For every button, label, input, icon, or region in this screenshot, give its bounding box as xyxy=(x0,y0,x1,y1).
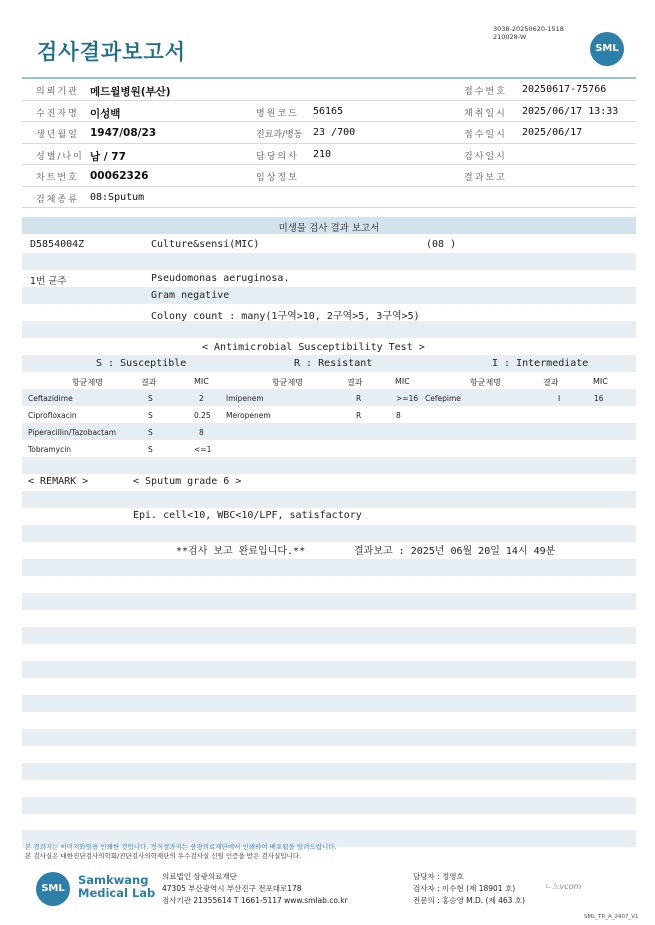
org-name: 의료법인 삼광의료재단 xyxy=(162,872,237,881)
footer-note-image: 본 결과지는 이미지화일을 인쇄한 것입니다. 정식결과지는 삼광의료재단에서 인쇄하여 배포됨을 알려드립니다. xyxy=(25,843,337,851)
footer-note-accreditation: 본 검사실은 대한진단검사의학회/진단검사의학재단의 우수검사실 신임 인증을 받은 검사실입니다. xyxy=(25,852,302,860)
org-info xyxy=(162,871,348,907)
col-result-header: 결과 xyxy=(141,378,157,387)
dept-value: 23 /700 xyxy=(313,127,356,138)
patient-name-label: 수진자명 xyxy=(36,108,79,119)
col-drug-header: 항균제명 xyxy=(72,378,103,387)
antibiotic-mic: 2 xyxy=(199,394,204,403)
remark-value: < Sputum grade 6 > xyxy=(133,476,242,487)
report-time: 결과보고 : 2025년 06월 20일 14시 49분 xyxy=(354,546,556,557)
staff-manager: 담당자 : 정영호 xyxy=(413,872,464,881)
gram-stain: Gram negative xyxy=(151,290,230,301)
antibiotic-result: S xyxy=(148,428,153,437)
antibiotic-name: Ciprofloxacin xyxy=(28,411,77,420)
sex-age-value: 남 / 77 xyxy=(90,150,126,163)
legend-susceptible: S : Susceptible xyxy=(96,358,187,369)
legend-intermediate: I : Intermediate xyxy=(492,358,589,369)
antibiotic-mic: 8 xyxy=(396,411,401,420)
antibiotic-mic: <=1 xyxy=(194,445,212,454)
form-code: SML_TR_A_2407_V1 xyxy=(584,914,639,920)
antibiotic-name: Ceftazidime xyxy=(28,394,73,403)
doctor-label: 담당의사 xyxy=(256,151,299,162)
report-body xyxy=(22,0,636,925)
antibiotic-name: Cefepime xyxy=(425,394,461,403)
doctor-value: 210 xyxy=(313,148,332,160)
col-result-header: 결과 xyxy=(347,378,363,387)
col-mic-header: MIC xyxy=(395,377,410,386)
receipt-no-label: 접수번호 xyxy=(464,87,507,97)
receipt-no-value: 20250617-75766 xyxy=(522,84,607,95)
test-number: (08 ) xyxy=(426,239,457,250)
staff-specialist: 전문의 : 홍승영 M.D. (제 463 호) xyxy=(413,896,525,905)
antibiotic-result: S xyxy=(148,411,153,420)
legend-resistant: R : Resistant xyxy=(294,358,373,369)
col-drug-header: 항균제명 xyxy=(272,378,303,387)
institution-value: 메드윌병원(부산) xyxy=(90,86,171,98)
collect-date-label: 채취일시 xyxy=(464,108,507,119)
antibiotic-result: I xyxy=(558,394,561,403)
remark-label: < REMARK > xyxy=(28,476,89,487)
dept-label: 진료과/병동 xyxy=(256,130,303,140)
staff-info xyxy=(413,871,525,907)
report-label: 결과보고 xyxy=(464,173,507,183)
antibiotic-name: Meropenem xyxy=(226,411,271,420)
dob-value: 1947/08/23 xyxy=(90,127,157,139)
antibiotic-mic: 0.25 xyxy=(194,411,211,420)
org-address: 47305 부산광역시 부산진구 전포대로178 xyxy=(162,884,302,893)
col-mic-header: MIC xyxy=(194,377,209,386)
report-title: 검사결과보고서 xyxy=(37,40,187,64)
sml-footer-logo-icon: SML xyxy=(36,872,70,906)
antibiotic-mic: 16 xyxy=(594,394,604,403)
antibiotic-result: S xyxy=(148,394,153,403)
antibiotic-mic: >=16 xyxy=(396,394,419,403)
col-mic-header: MIC xyxy=(593,377,608,386)
sml-logo-icon: SML xyxy=(590,32,624,66)
document-id: 3038-20250620-1518 210028-W xyxy=(493,25,564,41)
antibiotic-name: Piperacillin/Tazobactam xyxy=(28,428,117,437)
institution-label: 의뢰기관 xyxy=(36,87,79,97)
test-code: D5854004Z xyxy=(30,239,85,250)
dob-label: 생년월일 xyxy=(36,130,79,140)
antibiotic-result: R xyxy=(356,411,362,420)
org-contact: 검사기관 21355614 T 1661-5117 www.smlab.co.kr xyxy=(162,896,348,905)
specimen-label: 검체종류 xyxy=(36,194,79,205)
sex-age-label: 성별/나이 xyxy=(36,151,84,162)
hospital-code-value: 56165 xyxy=(313,105,344,117)
antibiotic-name: Tobramycin xyxy=(28,445,72,454)
epithelial-cell-note: Epi. cell<10, WBC<10/LPF, satisfactory xyxy=(133,510,362,521)
clinical-info-label: 임상정보 xyxy=(256,173,299,183)
ast-title: < Antimicrobial Susceptibility Test > xyxy=(202,342,425,353)
test-date-label: 검사일시 xyxy=(464,151,507,162)
patient-name-value: 이성백 xyxy=(90,107,121,120)
report-complete: **검사 보고 완료입니다.** xyxy=(176,546,306,557)
antibiotic-result: R xyxy=(356,394,362,403)
report-section-title: 미생물 검사 결과 보고서 xyxy=(278,223,380,234)
antibiotic-result: S xyxy=(148,445,153,454)
colony-count: Colony count : many(1구역>10, 2구역>5, 3구역>5) xyxy=(151,311,420,322)
test-name: Culture&sensi(MIC) xyxy=(151,239,260,250)
specimen-value: 08:Sputum xyxy=(90,191,145,203)
staff-tester: 검사자 : 이수현 (제 18901 호) xyxy=(413,884,516,893)
hospital-code-label: 병원코드 xyxy=(256,108,299,119)
chart-no-label: 차트번호 xyxy=(36,173,79,183)
signature: ㄴ노vcom xyxy=(544,882,582,891)
organism-label: 1번 균주 xyxy=(30,276,67,287)
organism-name: Pseudomonas aeruginosa. xyxy=(151,273,290,284)
col-result-header: 결과 xyxy=(543,378,559,387)
collect-date-value: 2025/06/17 13:33 xyxy=(522,105,619,117)
chart-no-value: 00062326 xyxy=(90,170,149,182)
col-drug-header: 항균제명 xyxy=(470,378,501,387)
receive-date-label: 접수일시 xyxy=(464,130,507,140)
antibiotic-name: Imipenem xyxy=(226,394,264,403)
receive-date-value: 2025/06/17 xyxy=(522,127,583,138)
antibiotic-mic: 8 xyxy=(199,428,204,437)
brand-name: Samkwang Medical Lab xyxy=(78,873,156,900)
